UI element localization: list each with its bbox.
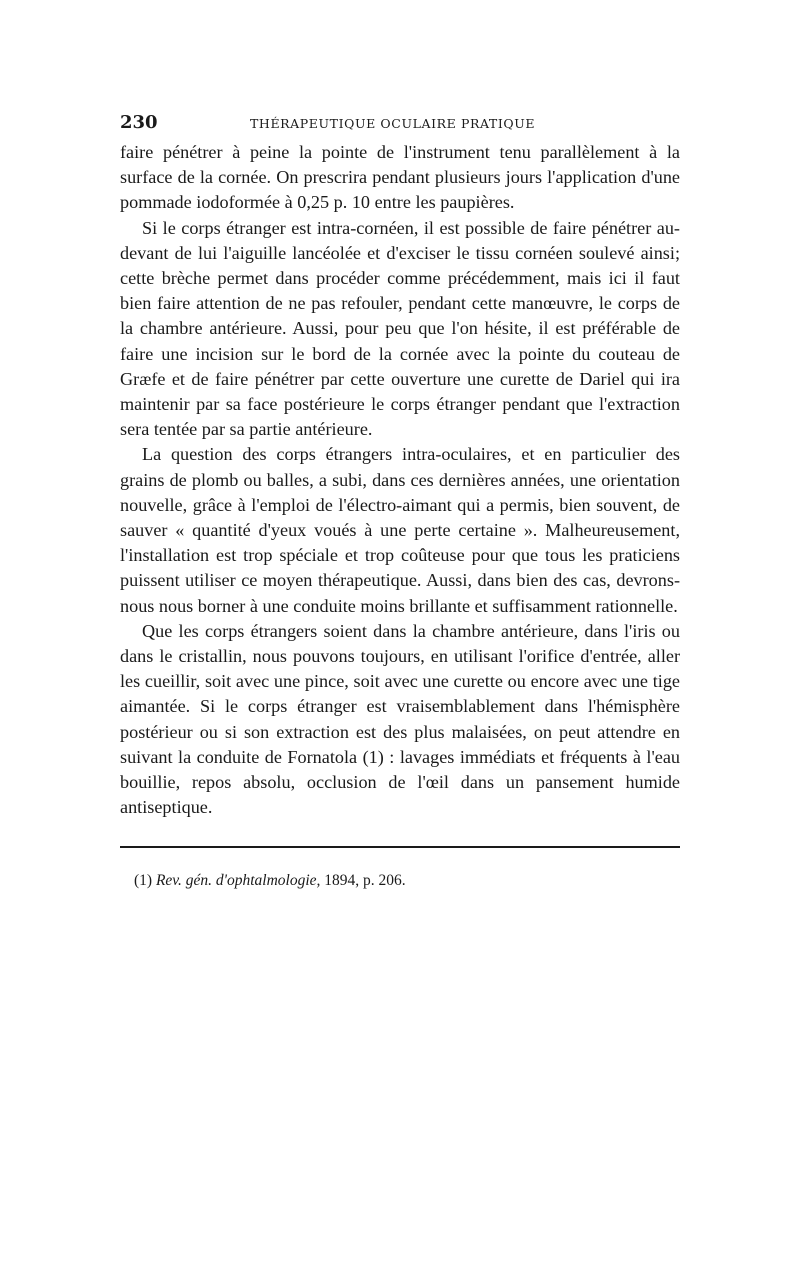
footnote-details: 1894, p. 206. bbox=[324, 872, 406, 890]
footnote-rule bbox=[120, 846, 680, 848]
footnote bbox=[134, 872, 680, 890]
footnote-marker: (1) bbox=[134, 872, 153, 890]
body-text bbox=[120, 140, 680, 820]
book-page bbox=[120, 112, 680, 890]
page-number: 230 bbox=[120, 112, 158, 133]
paragraph-3: La question des corps étrangers intra-oculaires, et en particulier des grains de plomb ou balles, a subi, dans ces dernières années, une orientation nouvelle, grâce à l'emploi de l'électro-aimant qui a permis, bien souvent, de sauver « quantité d'yeux voués à une perte certaine ». Malheureusement, l'installation est trop spéciale et trop coûteuse pour que tous les praticiens puissent utiliser ce moyen thérapeutique. Aussi, dans bien des cas, devrons-nous nous borner à une conduite moins brillante et suffisamment rationnelle. bbox=[120, 444, 680, 616]
page-header bbox=[120, 112, 680, 138]
footnote-journal: Rev. gén. d'ophtalmologie, bbox=[155, 872, 321, 890]
paragraph-2: Si le corps étranger est intra-cornéen, il est possible de faire pénétrer au-devant de lui l'aiguille lancéolée et d'exciser le tissu cornéen soulevé ainsi; cette brèche permet dans procéder comme précédemment, mais ici il faut bien faire attention de ne pas refouler, pendant cette manœuvre, le corps de la chambre antérieure. Aussi, pour peu que l'on hésite, il est préférable de faire une incision sur le bord de la cornée avec la pointe du couteau de Græfe et de faire pénétrer par cette ouverture une curette de Dariel qui ira maintenir par sa face postérieure le corps étranger pendant que l'extraction sera tentée par sa partie antérieure. bbox=[120, 217, 680, 440]
running-title: THÉRAPEUTIQUE OCULAIRE PRATIQUE bbox=[250, 116, 536, 131]
paragraph-1: faire pénétrer à peine la pointe de l'instrument tenu parallèlement à la surface de la cornée. On prescrira pendant plusieurs jours l'application d'une pommade iodoformée à 0,25 p. 10 entre les paupières. bbox=[120, 142, 680, 213]
paragraph-4: Que les corps étrangers soient dans la chambre antérieure, dans l'iris ou dans le cristallin, nous pouvons toujours, en utilisant l'orifice d'entrée, aller les cueillir, soit avec une pince, soit avec une curette ou encore avec une tige aimantée. Si le corps étranger est vraisemblablement dans l'hémisphère postérieur ou si son extraction est des plus malaisées, on peut attendre en suivant la conduite de Fornatola (1) : lavages immédiats et fréquents à l'eau bouillie, repos absolu, occlusion de l'œil dans un pansement humide antiseptique. bbox=[120, 620, 680, 818]
